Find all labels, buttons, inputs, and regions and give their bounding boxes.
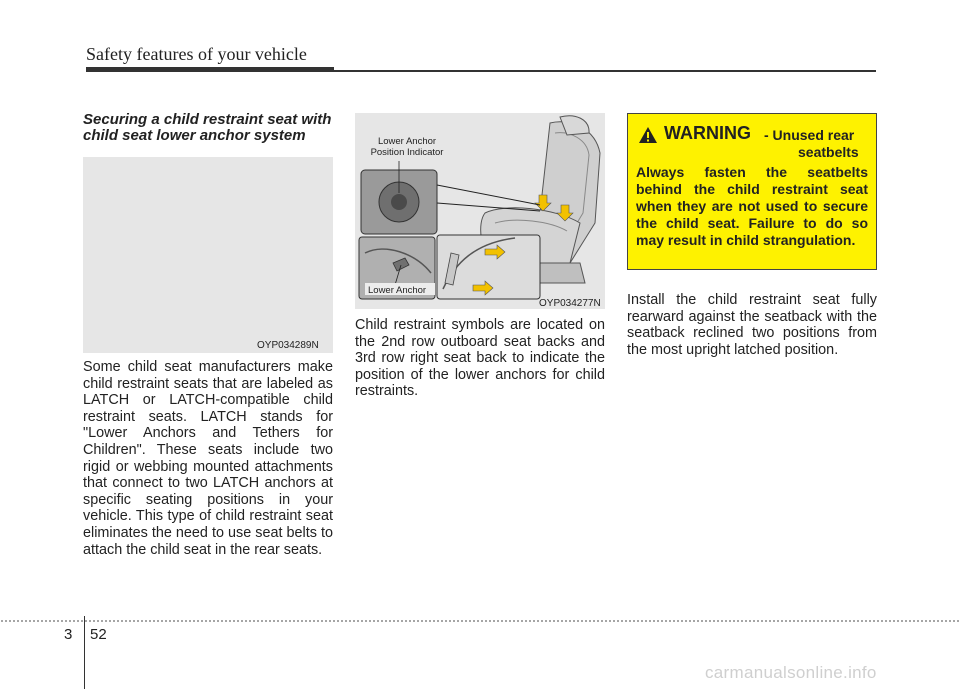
figure-1-image	[83, 157, 333, 353]
section-heading: Securing a child restraint seat with child seat lower anchor system	[83, 111, 332, 144]
warning-body: Always fasten the seatbelts behind the child restraint seat when they are not used to secure the child seat. Failure to do so may result in child strangulation.	[636, 164, 868, 248]
footer-vertical-rule	[84, 616, 85, 689]
warning-subtitle-line2: seatbelts	[798, 144, 859, 160]
label-indicator-line1: Lower Anchor	[377, 136, 437, 147]
figure-1-caption: OYP034289N	[257, 340, 319, 351]
header-rule-thin	[334, 70, 876, 72]
column-1-text: Some child seat manufacturers make child restraint seats that are labeled as LATCH or LATCH-compatible child restraint seats. LATCH stands for "Lower Anchors and Tethers for Children". These seats include two rigid or webbing mounted attachments that connect to two LATCH anchors at specific seating positions in your vehicle. This type of child restraint seat eliminates the need to use seat belts to attach the child seat in the rear seats.	[83, 359, 333, 558]
column-2-text: Child restraint symbols are located on the 2nd row outboard seat backs and 3rd row right seat back to indicate the position of the lower anchors for child restraints.	[355, 317, 605, 400]
figure-2-caption: OYP034277N	[539, 298, 601, 309]
watermark: carmanualsonline.info	[705, 663, 877, 682]
seat-illustration	[355, 113, 605, 309]
warning-title: WARNING	[664, 123, 751, 143]
page-number: 52	[90, 626, 107, 643]
header-rule-thick	[86, 67, 334, 72]
label-lower-anchor: Lower Anchor	[368, 285, 427, 296]
warning-box	[627, 113, 877, 270]
warning-subtitle-line1: - Unused rear	[764, 127, 855, 143]
footer-dotted-rule	[0, 620, 960, 622]
figure-2-image	[355, 113, 605, 309]
warning-triangle-icon	[638, 126, 658, 144]
page-header-title: Safety features of your vehicle	[86, 44, 307, 64]
page-chapter-number: 3	[64, 626, 73, 643]
column-3-text: Install the child restraint seat fully rearward against the seatback with the seatback reclined two positions from the most upright latched position.	[627, 292, 877, 358]
warning-subtitle	[764, 127, 874, 161]
label-indicator-line2: Position Indicator	[370, 147, 444, 158]
